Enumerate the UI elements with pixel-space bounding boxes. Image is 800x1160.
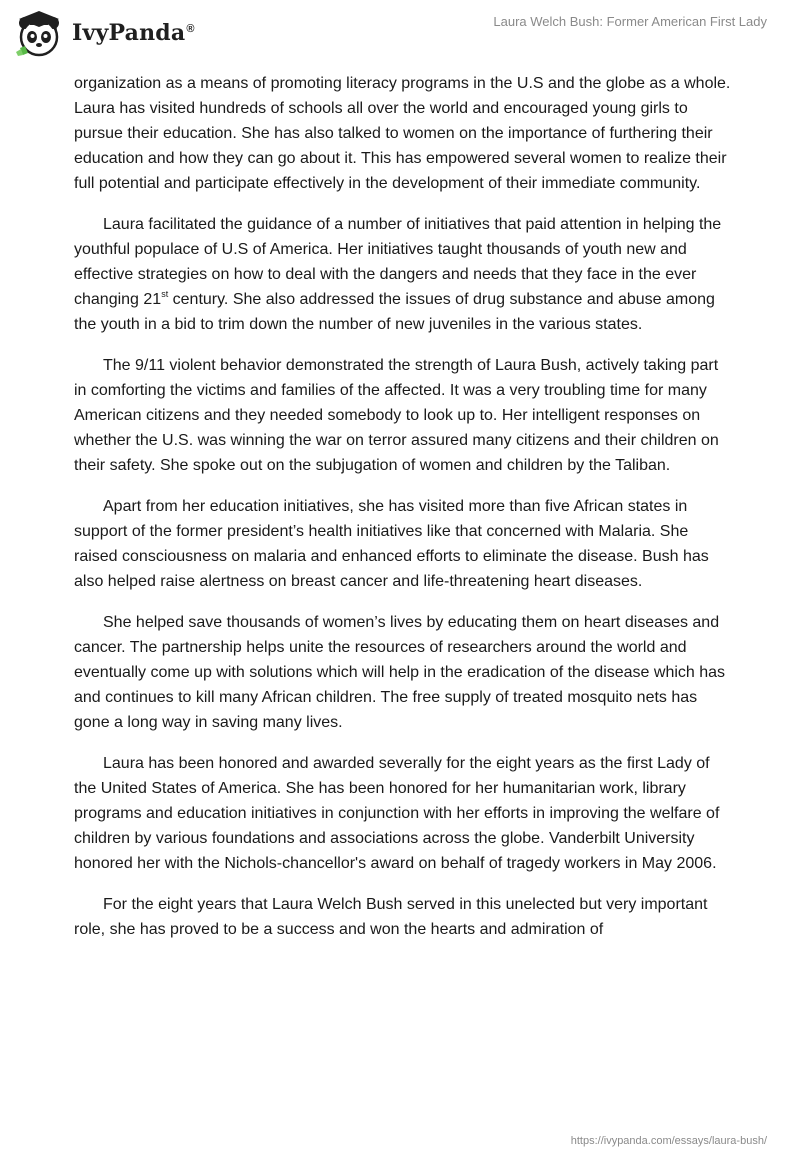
brand-name: IvyPanda®	[72, 20, 195, 46]
paragraph-text: century. She also addressed the issues of drug substance and abuse among the youth in a bid to trim down the number of new juveniles in the various states.	[74, 291, 715, 333]
registered-mark: ®	[186, 22, 195, 35]
paragraph: organization as a means of promoting literacy programs in the U.S and the globe as a whole. Laura has visited hundreds of schools all over the world and encouraged young girls to pursue their education. She has also talked to women on the importance of furthering their education and how they can go about it. This has empowered several women to realize their full potential and participate effectively in the development of their immediate community.	[74, 75, 731, 192]
paragraph: For the eight years that Laura Welch Bush served in this unelected but very important role, she has proved to be a success and won the hearts and admiration of	[74, 896, 708, 938]
document-title: Laura Welch Bush: Former American First Lady	[493, 14, 767, 29]
paragraph: Apart from her education initiatives, she has visited more than five African states in support of the former president’s health initiatives like that concerned with Malaria. She raised consciousness on malaria and enhanced efforts to eliminate the disease. Bush has also helped raise alertness on breast cancer and life-threatening heart diseases.	[74, 498, 709, 590]
essay-body	[74, 71, 734, 958]
page-header	[0, 0, 800, 64]
paragraph-text: Laura facilitated the guidance of a number of initiatives that paid attention in helping the youthful populace of U.S of America. Her initiatives taught thousands of youth new and effective strategies on how to deal with the dangers and needs that they face in the ever changing 21	[74, 216, 722, 308]
graduation-panda-icon	[14, 8, 64, 58]
paragraph	[74, 212, 734, 337]
paragraph: The 9/11 violent behavior demonstrated the strength of Laura Bush, actively taking part in comforting the victims and families of the affected. It was a very troubling time for many American citizens and they needed somebody to look up to. Her intelligent responses on whether the U.S. was winning the war on terror assured many citizens and their children on their safety. She spoke out on the subjugation of women and children by the Taliban.	[74, 357, 719, 474]
source-url[interactable]: https://ivypanda.com/essays/laura-bush/	[570, 1135, 767, 1147]
paragraph: Laura has been honored and awarded severally for the eight years as the first Lady of the United States of America. She has been honored for her humanitarian work, library programs and education initiatives in conjunction with her efforts in improving the welfare of children by various foundations and associations across the globe. Vanderbilt University honored her with the Nichols-chancellor's award on behalf of tragedy workers in May 2006.	[74, 755, 720, 872]
ordinal-suffix: st	[161, 289, 169, 299]
ivypanda-logo[interactable]	[14, 8, 195, 58]
paragraph: She helped save thousands of women’s lives by educating them on heart diseases and cancer. The partnership helps unite the resources of researchers around the world and eventually come up with solutions which will help in the eradication of the disease which has and continues to kill many African children. The free supply of treated mosquito nets has gone a long way in saving many lives.	[74, 614, 726, 731]
